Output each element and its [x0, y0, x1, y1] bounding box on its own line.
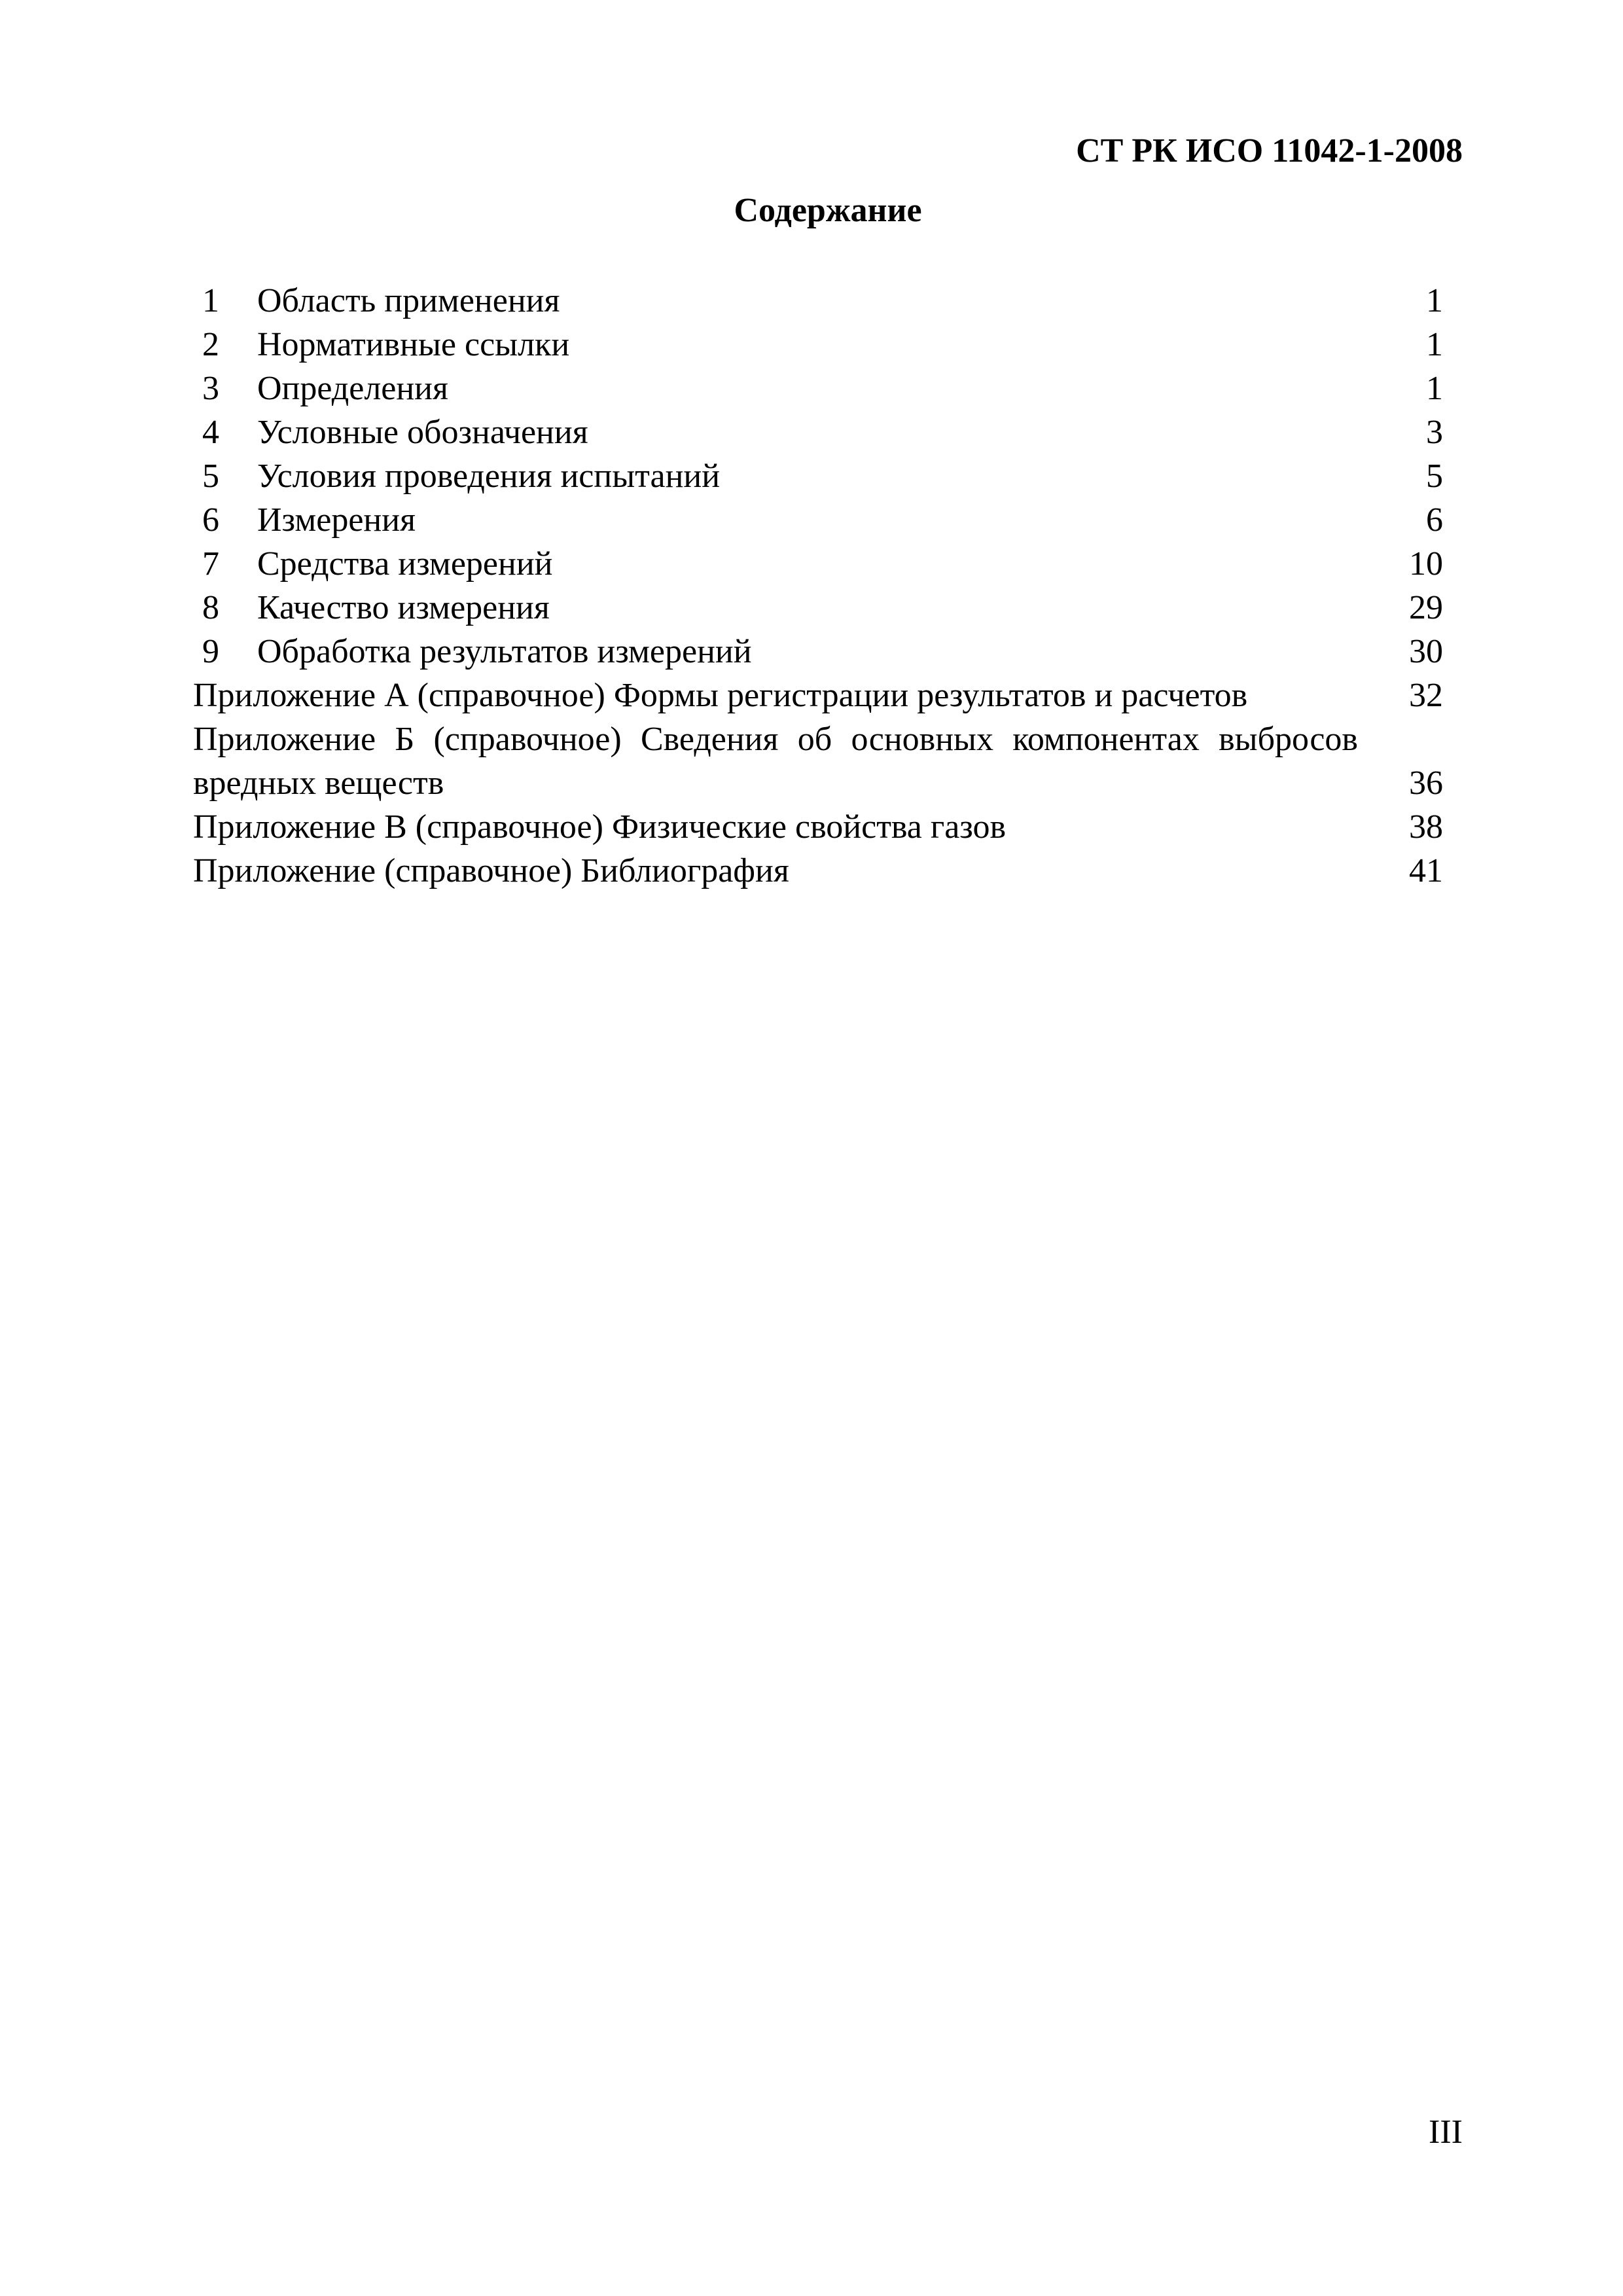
- toc-appendix-page: 41: [1409, 852, 1443, 889]
- toc-entry-number: 4: [202, 414, 219, 451]
- toc-entry[interactable]: [193, 542, 1443, 586]
- toc-entry-page: 10: [1409, 545, 1443, 583]
- toc-entry-number: 7: [202, 545, 219, 583]
- toc-entry-page: 6: [1426, 501, 1443, 539]
- page-number: III: [1429, 2113, 1463, 2151]
- toc-entry-label: Определения: [257, 370, 448, 407]
- toc-entry[interactable]: [193, 410, 1443, 454]
- toc-entry-label: Обработка результатов измерений: [257, 633, 752, 670]
- toc-entry-page: 29: [1409, 589, 1443, 626]
- toc-appendix-page: 32: [1409, 677, 1443, 714]
- toc-entry-label: Область применения: [257, 282, 560, 319]
- toc-entry[interactable]: [193, 323, 1443, 367]
- toc-entry-page: 30: [1409, 633, 1443, 670]
- toc-title: Содержание: [734, 192, 922, 229]
- toc-entry-label: Условия проведения испытаний: [257, 457, 721, 495]
- toc-appendix-entry[interactable]: [193, 849, 1443, 893]
- toc-appendix-label: Приложение (справочное) Библиография: [193, 852, 789, 889]
- toc-appendix-entry[interactable]: [193, 673, 1443, 717]
- toc-entry[interactable]: [193, 630, 1443, 673]
- toc-entry-page: 5: [1426, 457, 1443, 495]
- toc-entry-page: 1: [1426, 326, 1443, 363]
- toc-entry-label: Нормативные ссылки: [257, 326, 570, 363]
- toc-appendix-label: Приложение А (справочное) Формы регистрации результатов и расчетов: [193, 677, 1248, 714]
- toc-appendix-page: 38: [1409, 808, 1443, 846]
- toc-entry-label: Средства измерений: [257, 545, 553, 583]
- toc-appendix-label: Приложение В (справочное) Физические свойства газов: [193, 808, 1007, 846]
- toc-appendix-label: Приложение Б (справочное) Сведения об основных компонентах выбросов вредных веществ: [193, 721, 1358, 802]
- toc-appendix-entry[interactable]: [193, 717, 1443, 805]
- toc-entry-number: 9: [202, 633, 219, 670]
- document-code: СТ РК ИСО 11042-1-2008: [1076, 132, 1463, 170]
- toc-entry[interactable]: [193, 367, 1443, 410]
- toc-appendix-entry[interactable]: [193, 805, 1443, 849]
- toc-entry[interactable]: [193, 498, 1443, 542]
- toc-entry-label: Измерения: [257, 501, 416, 539]
- toc-entry-label: Условные обозначения: [257, 414, 588, 451]
- toc-entry-page: 1: [1426, 282, 1443, 319]
- toc-entry-page: 1: [1426, 370, 1443, 407]
- toc-entry-label: Качество измерения: [257, 589, 550, 626]
- table-of-contents: [193, 279, 1443, 893]
- toc-entry[interactable]: [193, 279, 1443, 323]
- toc-entry-number: 5: [202, 457, 219, 495]
- toc-entry[interactable]: [193, 454, 1443, 498]
- toc-entry-number: 6: [202, 501, 219, 539]
- toc-entry-page: 3: [1426, 414, 1443, 451]
- toc-entry-number: 2: [202, 326, 219, 363]
- toc-entry-number: 3: [202, 370, 219, 407]
- toc-appendix-page: 36: [1409, 764, 1443, 802]
- toc-entry-number: 1: [202, 282, 219, 319]
- toc-entry-number: 8: [202, 589, 219, 626]
- toc-entry[interactable]: [193, 586, 1443, 630]
